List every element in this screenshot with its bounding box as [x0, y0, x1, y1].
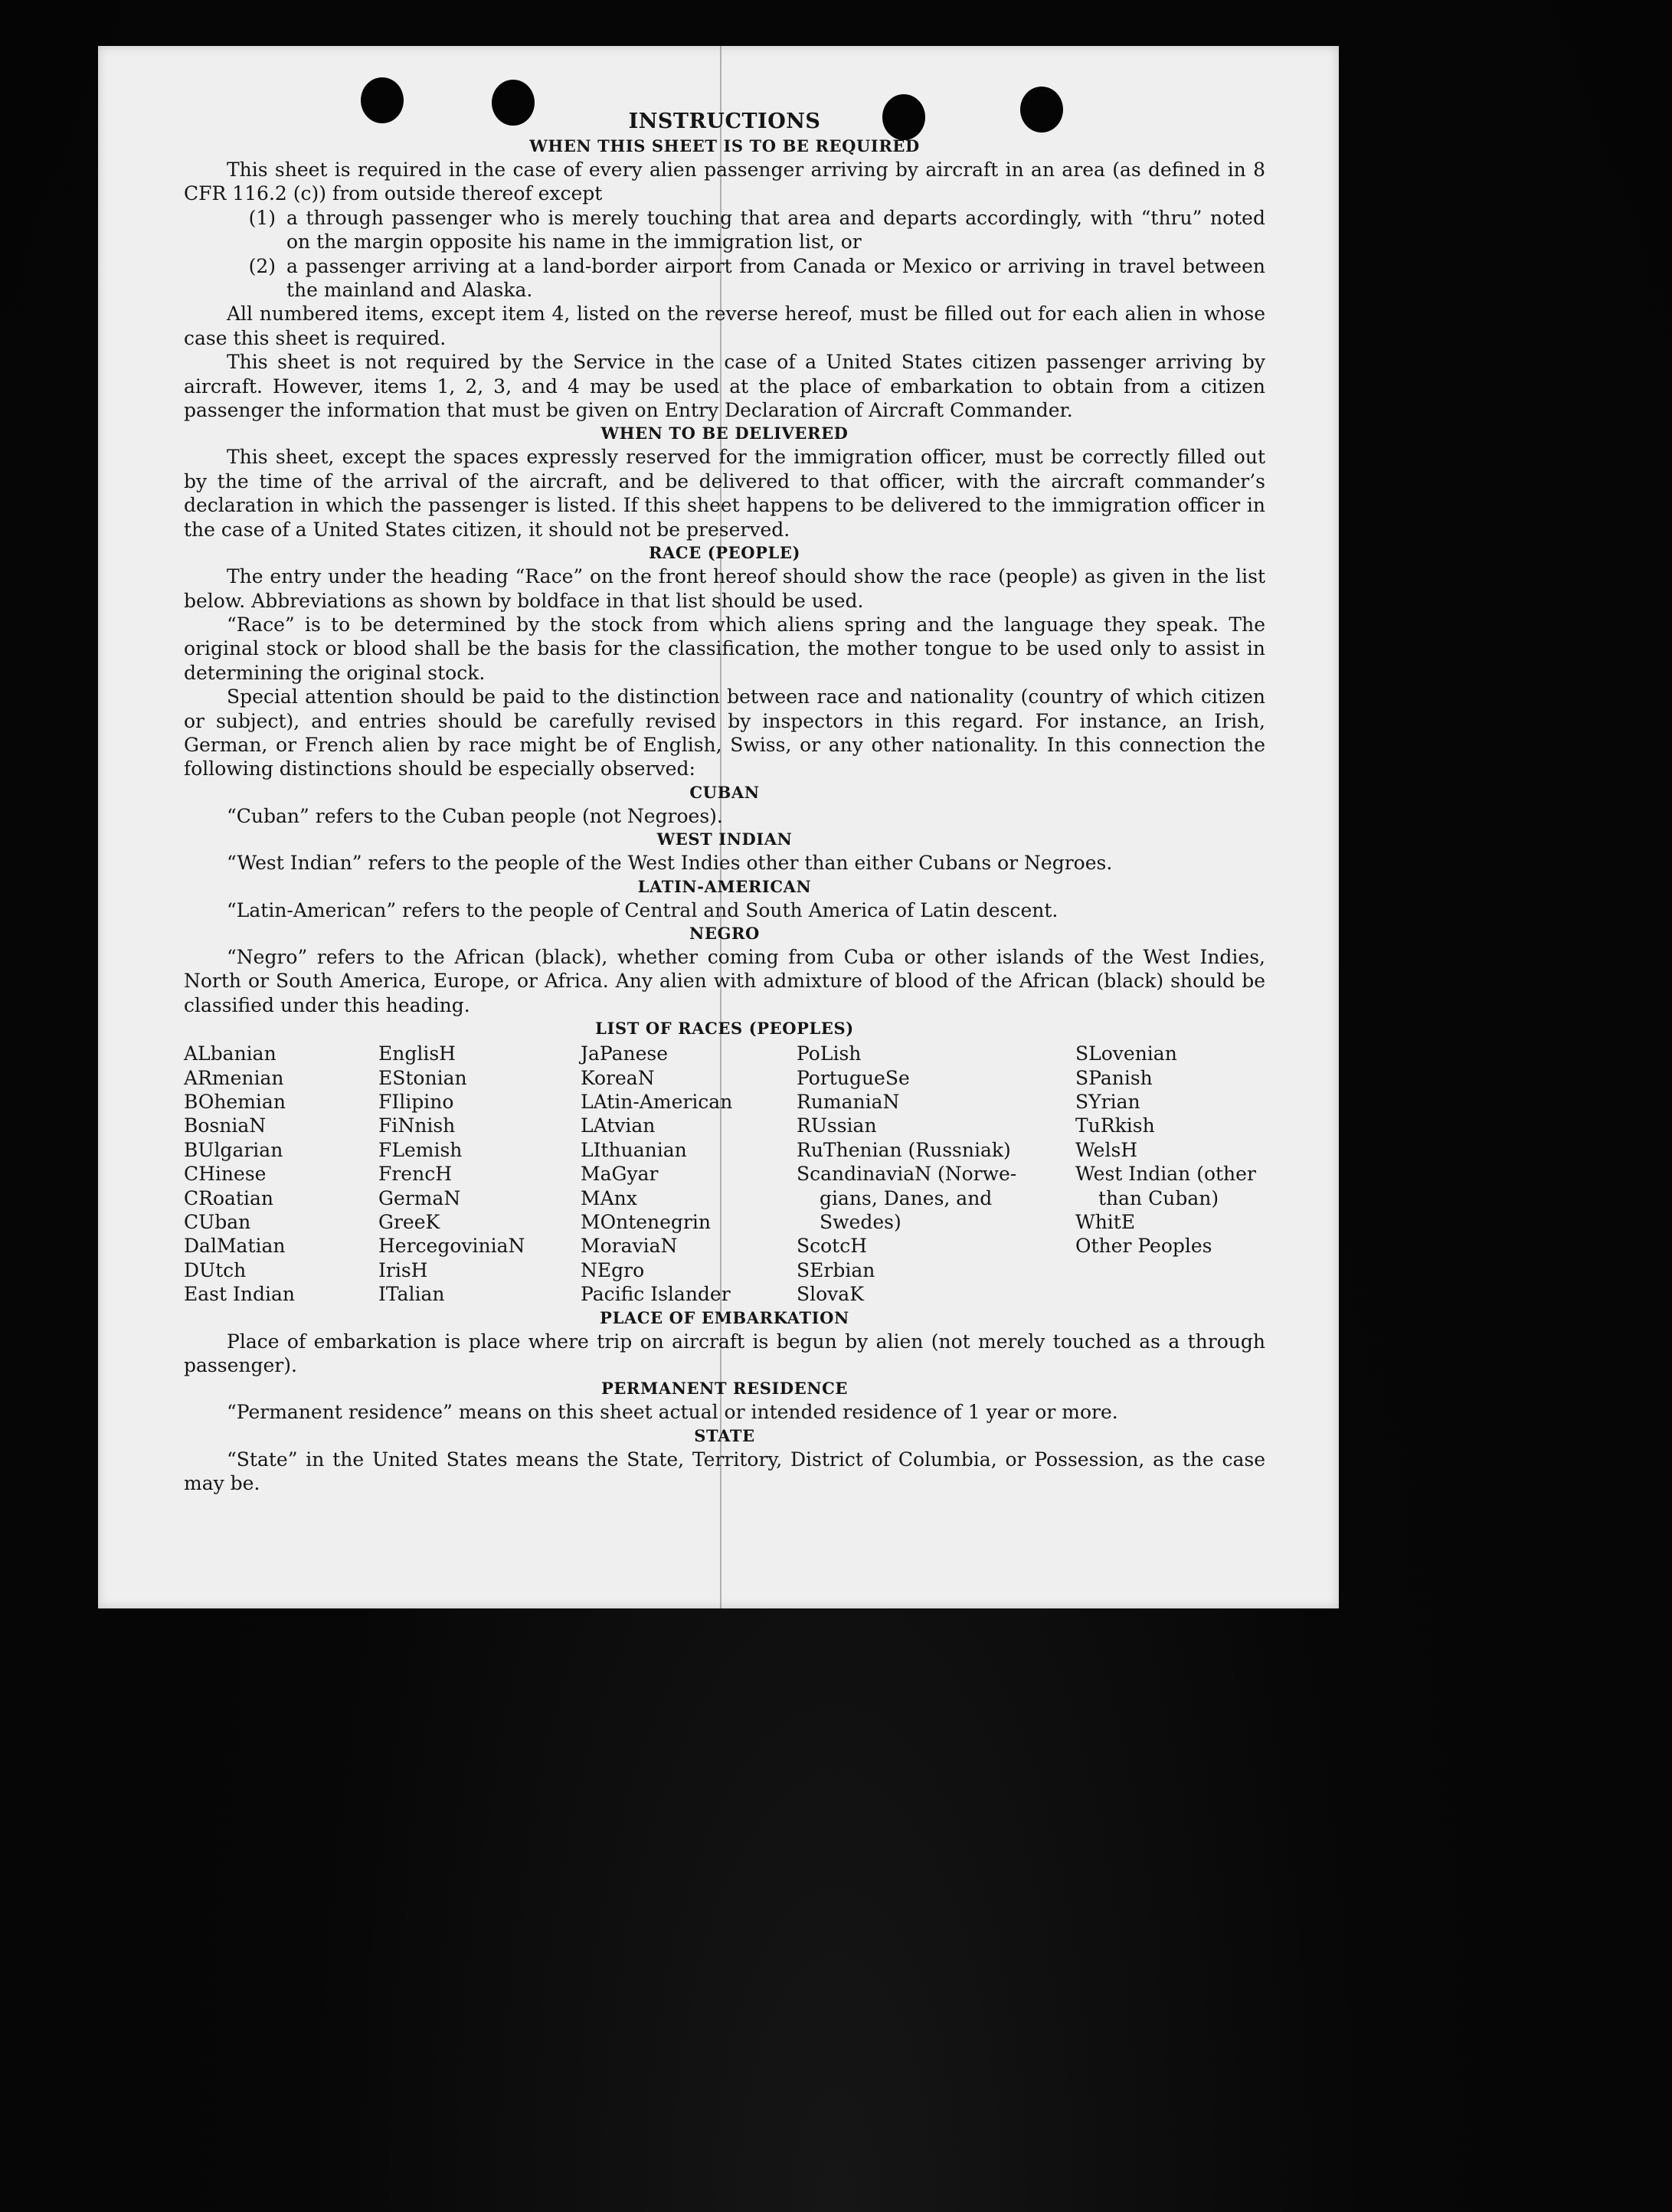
race-entry: MaGyar — [581, 1163, 659, 1186]
race-entry: FrencH — [378, 1163, 452, 1186]
race-entry: MoraviaN — [581, 1235, 678, 1258]
section-heading: WHEN THIS SHEET IS TO BE REQUIRED — [529, 136, 920, 155]
races-column — [797, 1042, 1075, 1306]
race-entry: Pacific Islander — [581, 1283, 731, 1306]
race-entry: GermaN — [378, 1186, 461, 1209]
race-entry: SPanish — [1075, 1066, 1153, 1089]
paragraph: “State” in the United States means the State, Territory, District of Columbia, or Possession, as the case may be. — [184, 1448, 1265, 1495]
paragraph: “Permanent residence” means on this sheet actual or intended residence of 1 year or more. — [227, 1401, 1118, 1424]
race-entry: RUssian — [797, 1114, 877, 1137]
race-entry-continued: gians, Danes, and — [820, 1186, 993, 1209]
races-column — [581, 1042, 797, 1306]
section-heading: PLACE OF EMBARKATION — [600, 1307, 849, 1327]
section-heading: RACE (PEOPLE) — [648, 543, 801, 563]
paragraph: This sheet, except the spaces expressly reserved for the immigration officer, must be correctly filled out by the time of the arrival of the aircraft, and be delivered to that officer, with the aircraft commander’s declaration in which the passenger is listed. If this sheet happens to be delivered to the immigration officer in the case of a United States citizen, it should not be preserved. — [184, 446, 1265, 541]
section-heading: WHEN TO BE DELIVERED — [600, 424, 849, 443]
item-number: (1) — [248, 206, 276, 229]
race-entry: PortugueSe — [797, 1066, 910, 1089]
paragraph: All numbered items, except item 4, listed on the reverse hereof, must be filled out for each alien in whose case this sheet is required. — [184, 303, 1265, 349]
race-entry: MOntenegrin — [581, 1211, 711, 1234]
page-title: INSTRUCTIONS — [628, 110, 821, 133]
race-entry: Other Peoples — [1075, 1235, 1212, 1258]
race-entry: ITalian — [378, 1283, 445, 1306]
race-entry: LIthuanian — [581, 1138, 687, 1161]
paragraph: “West Indian” refers to the people of the West Indies other than either Cubans or Negroes. — [227, 852, 1113, 875]
race-entry: WhitE — [1075, 1211, 1136, 1234]
race-entry: BUlgarian — [184, 1138, 283, 1161]
race-entry: RumaniaN — [797, 1091, 900, 1113]
race-entry: KoreaN — [581, 1066, 655, 1089]
race-entry: ALbanian — [184, 1042, 276, 1065]
race-entry: CUban — [184, 1211, 251, 1234]
race-entry: BOhemian — [184, 1091, 286, 1113]
race-entry: ARmenian — [184, 1066, 284, 1089]
section-heading: NEGRO — [689, 923, 760, 943]
race-entry: CHinese — [184, 1163, 267, 1186]
race-entry: DalMatian — [184, 1235, 286, 1258]
section-heading: STATE — [694, 1425, 755, 1445]
races-list — [184, 1042, 1265, 1306]
item-number: (2) — [248, 254, 276, 277]
item-text: a through passenger who is merely touching that area and departs accordingly, with “thru” noted on the margin opposite his name in the immigration list, or — [286, 206, 1265, 254]
item-text: a passenger arriving at a land-border airport from Canada or Mexico or arriving in travel between the mainland and Alaska. — [286, 254, 1265, 302]
race-entry: JaPanese — [581, 1042, 669, 1065]
section-heading: LIST OF RACES (PEOPLES) — [595, 1019, 854, 1039]
paragraph: Place of embarkation is place where trip on aircraft is begun by alien (not merely touched as a through passenger). — [184, 1330, 1265, 1377]
race-entry: IrisH — [378, 1258, 428, 1281]
race-entry: TuRkish — [1075, 1114, 1155, 1137]
section-heading: LATIN-AMERICAN — [637, 876, 812, 896]
race-entry: SYrian — [1075, 1091, 1140, 1113]
race-entry: EnglisH — [378, 1042, 456, 1065]
race-entry-continued: Swedes) — [820, 1211, 901, 1234]
race-entry: RuThenian (Russniak) — [797, 1138, 1011, 1161]
paragraph: Special attention should be paid to the distinction between race and nationality (country of which citizen or subject), and entries should be carefully revised by inspectors in this regard. For instance, an Irish, German, or French alien by race might be of English, Swiss, or any other nationality. In this connection the following distinctions should be especially observed: — [184, 686, 1265, 780]
paragraph: “Cuban” refers to the Cuban people (not Negroes). — [227, 804, 723, 827]
race-entry: ScandinaviaN (Norwe- — [797, 1163, 1017, 1186]
paragraph: “Negro” refers to the African (black), whether coming from Cuba or other islands of the West Indies, North or South America, Europe, or Africa. Any alien with admixture of blood of the African (black) should be classified under this heading. — [184, 945, 1265, 1016]
races-column — [378, 1042, 581, 1306]
race-entry: MAnx — [581, 1186, 637, 1209]
paragraph: “Race” is to be determined by the stock from which aliens spring and the language they speak. The original stock or blood shall be the basis for the classification, the mother tongue to be used only to assist in determining the original stock. — [184, 613, 1265, 684]
race-entry: FiNnish — [378, 1114, 456, 1137]
race-entry: LAtin-American — [581, 1091, 733, 1113]
list-item — [184, 206, 1265, 254]
race-entry: SlovaK — [797, 1283, 864, 1306]
race-entry: WelsH — [1075, 1138, 1138, 1161]
race-entry: ScotcH — [797, 1235, 868, 1258]
race-entry: NEgro — [581, 1258, 645, 1281]
race-entry: SErbian — [797, 1258, 875, 1281]
race-entry: LAtvian — [581, 1114, 656, 1137]
race-entry: GreeK — [378, 1211, 440, 1234]
race-entry: SLovenian — [1075, 1042, 1177, 1065]
paragraph: The entry under the heading “Race” on the front hereof should show the race (people) as given in the list below. Abbreviations as shown by boldface in that list should be used. — [184, 565, 1265, 612]
race-entry: HercegoviniaN — [378, 1235, 525, 1258]
section-heading: PERMANENT RESIDENCE — [600, 1379, 849, 1399]
race-entry: West Indian (other — [1075, 1163, 1256, 1186]
paragraph: This sheet is required in the case of every alien passenger arriving by aircraft in an area (as defined in 8 CFR 116.2 (c)) from outside thereof except — [184, 159, 1265, 205]
race-entry: FIlipino — [378, 1091, 454, 1113]
instructions-body — [184, 107, 1265, 1496]
race-entry: DUtch — [184, 1258, 247, 1281]
race-entry: BosniaN — [184, 1114, 267, 1137]
list-item — [184, 254, 1265, 303]
race-entry-continued: than Cuban) — [1098, 1186, 1219, 1209]
section-heading: WEST INDIAN — [656, 830, 793, 849]
section-heading: CUBAN — [689, 782, 760, 802]
paragraph: “Latin-American” refers to the people of Central and South America of Latin descent. — [227, 898, 1058, 921]
races-column — [1075, 1042, 1265, 1306]
paragraph: This sheet is not required by the Service in the case of a United States citizen passenger arriving by aircraft. However, items 1, 2, 3, and 4 may be used at the place of embarkation to obtain from a citizen passenger the information that must be given on Entry Declaration of Aircraft Commander. — [184, 351, 1265, 422]
race-entry: FLemish — [378, 1138, 463, 1161]
race-entry: EStonian — [378, 1066, 467, 1089]
races-column — [184, 1042, 378, 1306]
document-sheet — [98, 46, 1339, 1608]
race-entry: East Indian — [184, 1283, 295, 1306]
race-entry: CRoatian — [184, 1186, 273, 1209]
race-entry: PoLish — [797, 1042, 862, 1065]
